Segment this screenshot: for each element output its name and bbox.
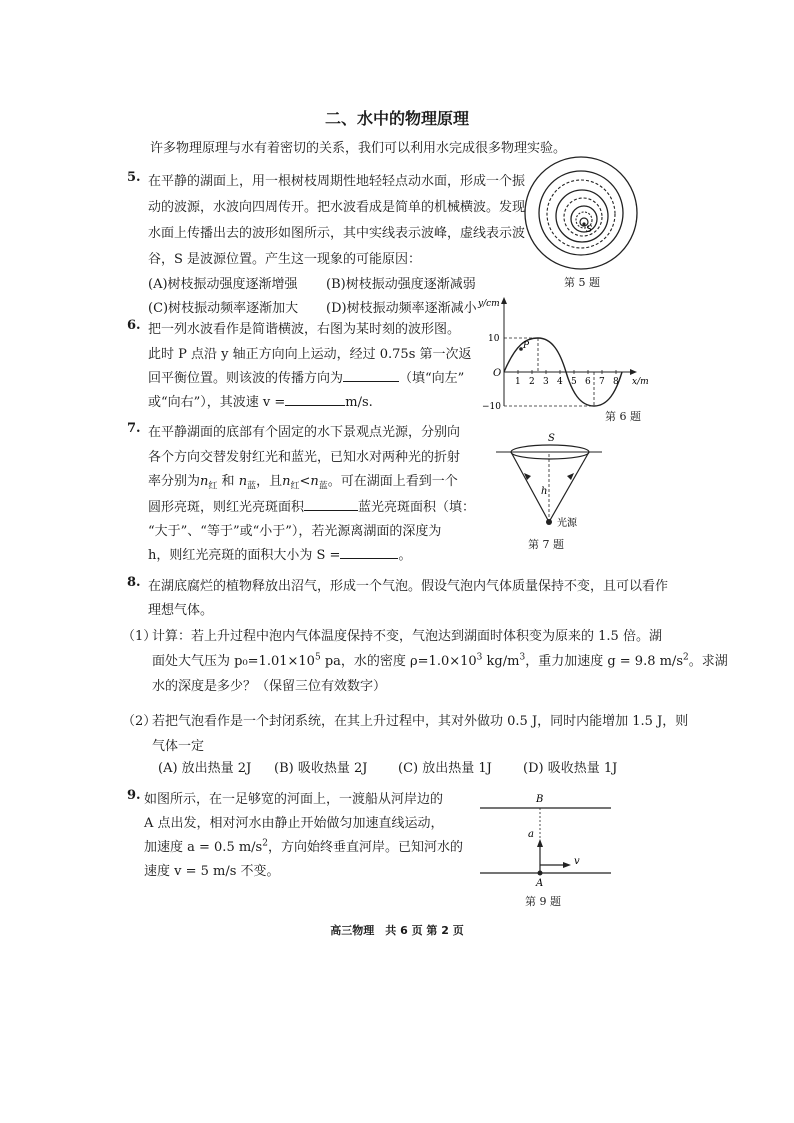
q7-light-cone-figure <box>494 428 614 538</box>
q5-option-d: (D)树枝振动频率逐渐减小 <box>326 301 477 316</box>
q9-caption: 第 9 题 <box>525 895 561 908</box>
q7-line-1: 在平静湖面的底部有个固定的水下景观点光源，分别向 <box>148 425 461 440</box>
q7-line-2: 各个方向交替发射红光和蓝光，已知水对两种光的折射 <box>148 450 461 465</box>
q7-number: 7. <box>127 421 141 436</box>
q6-blank-speed[interactable] <box>285 393 345 406</box>
q6-x-tick-5: 5 <box>571 377 577 387</box>
q5-figure-ripples <box>522 154 640 272</box>
q6-x-tick-4: 4 <box>557 377 563 387</box>
q6-blank-direction[interactable] <box>343 369 399 382</box>
q5-line-3: 水面上传播出去的波形如图所示，其中实线表示波峰，虚线表示波 <box>148 226 526 241</box>
q6-caption: 第 6 题 <box>605 410 641 423</box>
q6-line-4: 或“向右”），其波速 v = m/s. <box>148 395 373 410</box>
q5-line-1: 在平静的湖面上，用一根树枝周期性地轻轻点动水面，形成一个振 <box>148 174 526 189</box>
q5-figure-s-label: S <box>586 225 593 235</box>
q5-number: 5. <box>127 170 141 185</box>
q6-x-tick-3: 3 <box>543 377 549 387</box>
q6-y-axis-label: y/cm <box>478 299 500 309</box>
q7-blank-compare[interactable] <box>304 498 358 511</box>
q7-fig-s-label: S <box>548 433 555 444</box>
q8-part2-line-2: 气体一定 <box>152 739 205 754</box>
q9-line-3: 加速度 a = 0.5 $m/s^2$，方向始终垂直河岸。已知河水的 <box>144 838 463 855</box>
q6-y-tick-10: 10 <box>488 334 500 344</box>
q6-line-1: 把一列水波看作是简谐横波，右图为某时刻的波形图。 <box>148 322 461 337</box>
q8-option-c: (C) 放出热量 1J <box>398 761 492 776</box>
q5-option-a: (A)树枝振动强度逐渐增强 <box>148 277 298 292</box>
q8-part1-line-2: 面处大气压为 $p_0=1.01\times 10^5$ pa，水的密度 $\rho=1.0\times 10^3$ $kg/m^3$，重力加速度 g = 9.8 $m/s^2$。求湖 <box>152 652 728 669</box>
q8-part1-line-3: 水的深度是多少？（保留三位有效数字） <box>152 679 387 694</box>
q5-option-b: (B)树枝振动强度逐渐减弱 <box>326 277 476 292</box>
q8-part2-line-1: 若把气泡看作是一个封闭系统，在其上升过程中，其对外做功 0.5 J，同时内能增加 1.5 J，则 <box>152 714 689 729</box>
q9-number: 9. <box>127 788 141 803</box>
q9-fig-v-label: v <box>574 856 580 867</box>
q7-light-source-dot <box>546 519 552 525</box>
q9-line-1: 如图所示，在一足够宽的河面上，一渡船从河岸边的 <box>144 792 444 807</box>
q6-origin-label: O <box>493 368 502 379</box>
q5-option-c: (C)树枝振动频率逐渐加大 <box>148 301 299 316</box>
q9-point-a <box>538 871 543 876</box>
q8-line-2: 理想气体。 <box>148 603 214 618</box>
q6-line-2: 此时 P 点沿 y 轴正方向向上运动，经过 0.75s 第一次返 <box>148 347 472 362</box>
q7-blank-area[interactable] <box>340 546 398 559</box>
q7-line-3: 率分别为$n_红$ 和 $n_蓝$，且$n_红<n_蓝$。可在湖面上看到一个 <box>148 474 458 492</box>
q7-fig-h-label: h <box>541 486 548 497</box>
q8-option-a: (A) 放出热量 2J <box>158 761 252 776</box>
q8-line-1: 在湖底腐烂的植物释放出沼气，形成一个气泡。假设气泡内气体质量保持不变，且可以看作 <box>148 579 669 594</box>
q8-option-d: (D) 吸收热量 1J <box>523 761 618 776</box>
q6-point-p-label: P <box>523 341 530 351</box>
q9-fig-a-point-label: A <box>536 878 544 889</box>
page-footer: 高三物理 共 6 页 第 2 页 <box>330 924 464 937</box>
q8-part2-number: （2） <box>122 714 157 729</box>
q8-option-b: (B) 吸收热量 2J <box>274 761 368 776</box>
q7-caption: 第 7 题 <box>528 538 564 551</box>
q6-wave-graph <box>474 294 654 414</box>
q6-number: 6. <box>127 318 141 333</box>
q6-x-tick-2: 2 <box>529 377 535 387</box>
q8-part1-line-1: 计算：若上升过程中泡内气体温度保持不变，气泡达到湖面时体积变为原来的 1.5 倍。湖 <box>152 629 662 644</box>
q9-river-figure <box>478 792 613 890</box>
q5-line-4: 谷，S 是波源位置。产生这一现象的可能原因： <box>148 252 422 267</box>
q7-fig-source-label: 光源 <box>557 518 577 529</box>
q6-x-tick-1: 1 <box>515 377 521 387</box>
q9-line-4: 速度 v = 5 m/s 不变。 <box>144 864 280 879</box>
section-intro: 许多物理原理与水有着密切的关系，我们可以利用水完成很多物理实验。 <box>150 141 567 156</box>
q7-line-4: 圆形亮斑，则红光亮斑面积 蓝光亮斑面积（填： <box>148 500 476 515</box>
q6-x-tick-7: 7 <box>599 377 605 387</box>
q7-line-5: “大于”、“等于”或“小于”），若光源离湖面的深度为 <box>148 524 442 539</box>
q6-line-3: 回平衡位置。则该波的传播方向为 （填“向左” <box>148 371 465 386</box>
q9-fig-b-label: B <box>536 794 544 805</box>
q6-x-axis-label: x/m <box>632 377 649 387</box>
q5-line-2: 动的波源，水波向四周传开。把水波看成是简单的机械横波。发现 <box>148 200 526 215</box>
section-title: 二、水中的物理原理 <box>324 109 469 128</box>
q6-x-tick-8: 8 <box>613 377 619 387</box>
q7-line-6: h，则红光亮斑的面积大小为 S = 。 <box>148 548 412 563</box>
q9-line-2: A 点出发，相对河水由静止开始做匀加速直线运动， <box>144 816 444 831</box>
q5-caption: 第 5 题 <box>564 276 600 289</box>
q6-x-tick-6: 6 <box>585 377 591 387</box>
q6-y-tick-minus10: −10 <box>482 402 501 412</box>
q9-fig-a-label: a <box>528 829 534 840</box>
q8-number: 8. <box>127 575 141 590</box>
q8-part1-number: （1） <box>122 629 157 644</box>
